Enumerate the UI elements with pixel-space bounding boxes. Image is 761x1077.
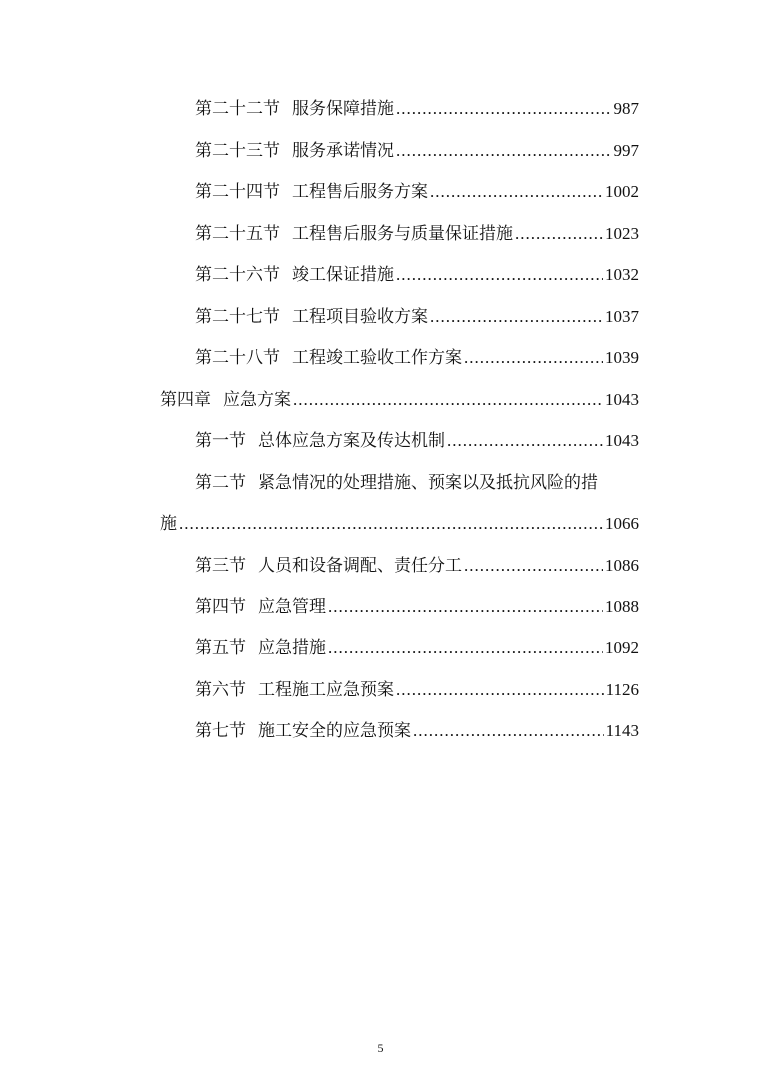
toc-entry-label: 第三节 <box>195 556 246 576</box>
toc-entry-label: 第五节 <box>195 638 246 658</box>
toc-entry[interactable] <box>195 720 639 742</box>
toc-entry-page: 1002 <box>605 182 639 201</box>
toc-entry-page: 1088 <box>605 597 639 616</box>
toc-entry-title-continuation: 施 <box>160 514 177 534</box>
toc-entry-label: 第二十五节 <box>195 224 280 244</box>
toc-chapter-entry[interactable] <box>160 389 639 411</box>
toc-entry-label: 第七节 <box>195 721 246 741</box>
toc-entry[interactable] <box>195 181 639 203</box>
dot-leader <box>293 389 603 411</box>
toc-entry-title: 总体应急方案及传达机制 <box>258 431 445 451</box>
toc-entry-page: 1043 <box>605 431 639 450</box>
toc-entry[interactable] <box>195 264 639 286</box>
toc-entry[interactable] <box>195 98 639 120</box>
toc-entry-page: 987 <box>613 99 639 118</box>
toc-entry-label: 第一节 <box>195 431 246 451</box>
toc-entry[interactable] <box>195 637 639 659</box>
toc-entry-label: 第二节 <box>195 473 246 493</box>
toc-entry-title: 工程项目验收方案 <box>292 307 428 327</box>
dot-leader <box>447 430 603 452</box>
toc-entry-title: 施工安全的应急预案 <box>258 721 411 741</box>
toc-entry-title: 工程售后服务与质量保证措施 <box>292 224 513 244</box>
toc-entry-title: 竣工保证措施 <box>292 265 394 285</box>
toc-entry-page: 1092 <box>605 638 639 657</box>
toc-entry-label: 第四节 <box>195 597 246 617</box>
dot-leader <box>464 347 603 369</box>
toc-entry-page: 1086 <box>605 556 639 575</box>
dot-leader <box>464 555 603 577</box>
toc-entry-title: 工程竣工验收工作方案 <box>292 348 462 368</box>
toc-entry-label: 第二十六节 <box>195 265 280 285</box>
toc-entry-title: 工程售后服务方案 <box>292 182 428 202</box>
toc-entry-page: 997 <box>613 141 639 160</box>
toc-entry-title: 工程施工应急预案 <box>258 680 394 700</box>
dot-leader <box>430 181 603 203</box>
toc-entry-page: 1043 <box>605 390 639 409</box>
toc-entry-continuation[interactable] <box>160 513 639 535</box>
dot-leader <box>413 720 604 742</box>
dot-leader <box>515 223 603 245</box>
toc-entry-page: 1039 <box>605 348 639 367</box>
dot-leader <box>328 596 603 618</box>
toc-entry-title: 服务承诺情况 <box>292 141 394 161</box>
toc-entry-label: 第二十二节 <box>195 99 280 119</box>
toc-entry-title: 服务保障措施 <box>292 99 394 119</box>
toc-entry[interactable] <box>195 306 639 328</box>
dot-leader <box>396 679 604 701</box>
toc-entry-title: 人员和设备调配、责任分工 <box>258 556 462 576</box>
dot-leader <box>179 513 603 535</box>
dot-leader <box>396 140 612 162</box>
toc-entry-title: 紧急情况的处理措施、预案以及抵抗风险的措 <box>258 473 598 493</box>
toc-entry-label: 第二十三节 <box>195 141 280 161</box>
toc-entry[interactable] <box>195 430 639 452</box>
toc-entry-page: 1037 <box>605 307 639 326</box>
toc-entry[interactable] <box>195 596 639 618</box>
toc-entry[interactable] <box>195 679 639 701</box>
toc-entry-title: 应急管理 <box>258 597 326 617</box>
toc-entry-label: 第二十七节 <box>195 307 280 327</box>
dot-leader <box>396 264 603 286</box>
toc-entry-title: 应急措施 <box>258 638 326 658</box>
toc-entry-page: 1066 <box>605 514 639 533</box>
toc-entry-page: 1032 <box>605 265 639 284</box>
toc-entry-page: 1126 <box>605 680 639 699</box>
toc-entry-label: 第四章 <box>160 390 211 410</box>
toc-entry[interactable] <box>195 347 639 369</box>
toc-entry[interactable] <box>195 140 639 162</box>
toc-entry-label: 第六节 <box>195 680 246 700</box>
page-number: 5 <box>377 1041 384 1055</box>
toc-entry-label: 第二十四节 <box>195 182 280 202</box>
toc-entry[interactable] <box>195 223 639 245</box>
dot-leader <box>430 306 603 328</box>
dot-leader <box>328 637 603 659</box>
toc-entry[interactable] <box>195 472 639 494</box>
toc-entry-label: 第二十八节 <box>195 348 280 368</box>
toc-entry-title: 应急方案 <box>223 390 291 410</box>
toc-entry-page: 1143 <box>605 721 639 740</box>
dot-leader <box>396 98 612 120</box>
toc-entry-page: 1023 <box>605 224 639 243</box>
toc-entry[interactable] <box>195 555 639 577</box>
